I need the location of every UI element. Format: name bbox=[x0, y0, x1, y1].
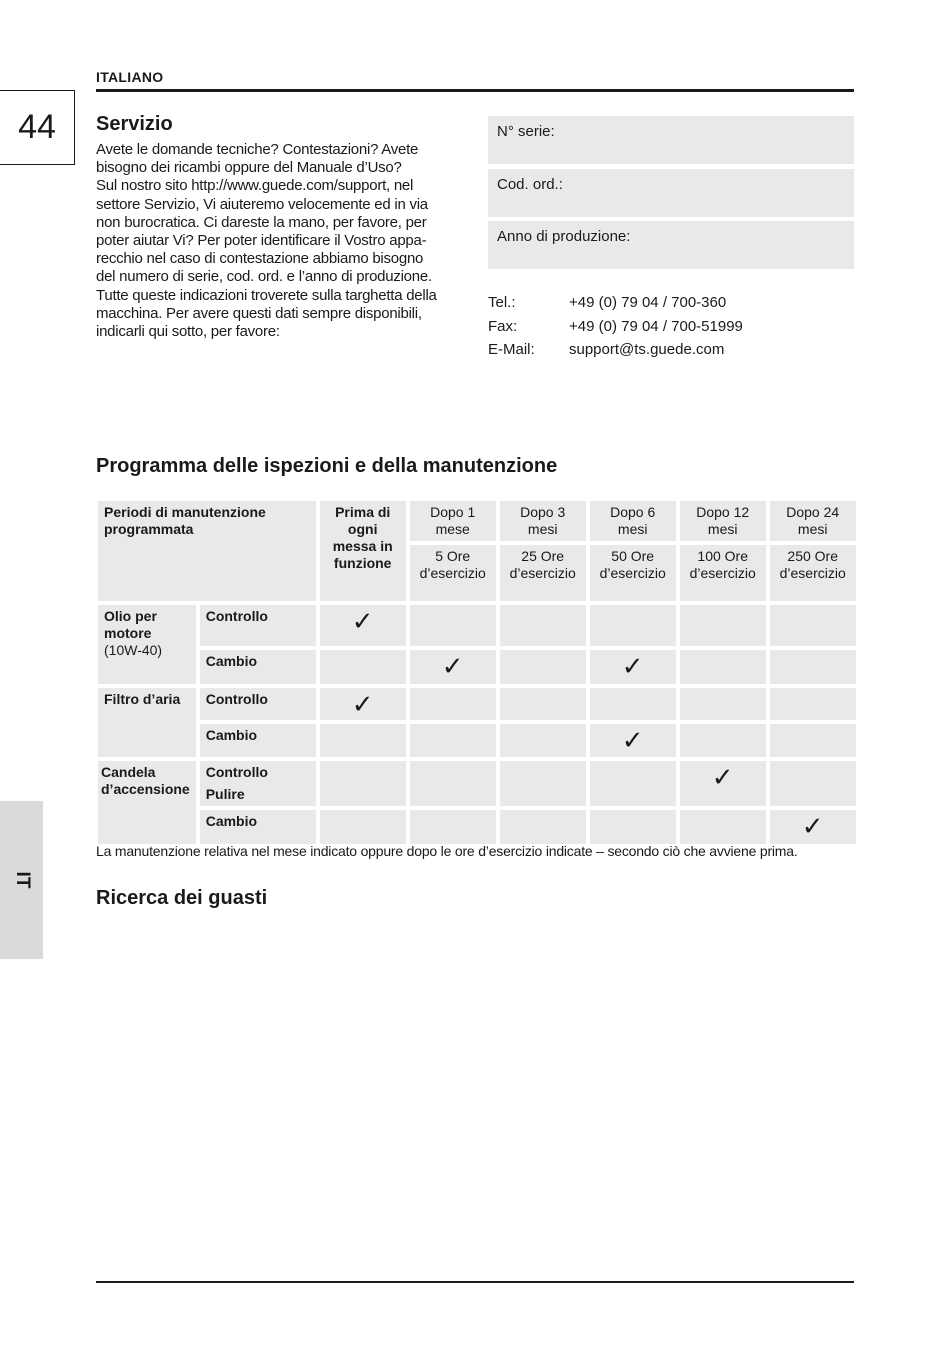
production-year-field[interactable]: Anno di produzione: bbox=[488, 221, 854, 269]
top-rule bbox=[96, 89, 854, 92]
check-cell bbox=[680, 650, 766, 684]
header-period-hours: 250 Ore d’esercizio bbox=[770, 545, 856, 601]
service-line: macchina. Per avere questi dati sempre disponibili, bbox=[96, 304, 422, 322]
check-cell bbox=[320, 724, 406, 757]
table-row bbox=[98, 688, 856, 720]
check-cell bbox=[590, 605, 676, 646]
action-label: Cambio bbox=[205, 813, 258, 829]
table-row bbox=[98, 605, 856, 646]
service-line: Tutte queste indicazioni troverete sulla targhetta della bbox=[96, 286, 437, 304]
order-code-field[interactable]: Cod. ord.: bbox=[488, 169, 854, 217]
service-line: recchio nel caso di contestazione abbiamo bisogno bbox=[96, 250, 424, 268]
check-cell bbox=[500, 810, 586, 844]
check-mark-icon: ✓ bbox=[621, 651, 644, 681]
category-air-filter bbox=[98, 688, 196, 757]
contact-fax bbox=[488, 315, 743, 339]
header-maintenance-periods: Periodi di manutenzione programmata bbox=[98, 501, 316, 601]
check-cell bbox=[500, 724, 586, 757]
table-row bbox=[98, 650, 856, 684]
check-cell bbox=[320, 761, 406, 806]
language-header: ITALIANO bbox=[96, 69, 164, 85]
check-cell bbox=[590, 724, 676, 757]
service-line: indicarli qui sotto, per favore: bbox=[96, 323, 280, 341]
header-period-hours: 5 Ore d’esercizio bbox=[410, 545, 496, 601]
check-cell bbox=[770, 688, 856, 720]
check-cell bbox=[590, 810, 676, 844]
table-row bbox=[98, 761, 856, 806]
action-cell bbox=[200, 810, 316, 844]
check-cell bbox=[590, 761, 676, 806]
action-label: Controllo bbox=[205, 764, 268, 780]
check-cell bbox=[500, 688, 586, 720]
check-cell bbox=[680, 724, 766, 757]
action-label: Controllo bbox=[205, 691, 268, 707]
check-cell bbox=[770, 761, 856, 806]
check-cell bbox=[500, 761, 586, 806]
service-line: bisogno dei ricambi oppure del Manuale d’Uso? bbox=[96, 159, 402, 177]
header-period-months: Dopo 24 mesi bbox=[770, 501, 856, 541]
service-line: non burocratica. Ci dareste la mano, per favore, per bbox=[96, 213, 427, 231]
service-line: Avete le domande tecniche? Contestazioni? Avete bbox=[96, 141, 419, 158]
check-cell bbox=[320, 810, 406, 844]
check-mark-icon: ✓ bbox=[711, 762, 734, 792]
check-cell bbox=[410, 650, 496, 684]
check-mark-icon: ✓ bbox=[351, 606, 374, 636]
page-number: 44 bbox=[0, 90, 75, 165]
category-spark-plug bbox=[98, 761, 196, 844]
service-line: poter aiutar Vi? Per poter identificare il Vostro appa- bbox=[96, 232, 427, 250]
bottom-rule bbox=[96, 1281, 854, 1283]
check-cell bbox=[320, 688, 406, 720]
contact-email bbox=[488, 338, 743, 362]
action-label-secondary: Pulire bbox=[205, 786, 245, 802]
check-cell bbox=[410, 810, 496, 844]
check-cell bbox=[320, 650, 406, 684]
language-tab bbox=[0, 801, 43, 959]
maintenance-title: Programma delle ispezioni e della manutenzione bbox=[96, 455, 558, 477]
check-cell bbox=[680, 688, 766, 720]
check-mark-icon: ✓ bbox=[441, 651, 464, 681]
table-row bbox=[98, 810, 856, 844]
contact-value: support@ts.guede.com bbox=[569, 341, 725, 358]
contact-label: E-Mail: bbox=[488, 341, 535, 358]
check-cell bbox=[500, 605, 586, 646]
service-line: Sul nostro sito http://www.guede.com/support, nel bbox=[96, 177, 414, 195]
check-mark-icon: ✓ bbox=[351, 689, 374, 719]
service-line: settore Servizio, Vi aiuteremo velocemente ed in via bbox=[96, 195, 428, 213]
category-engine-oil bbox=[98, 605, 196, 684]
contact-value: +49 (0) 79 04 / 700-360 bbox=[569, 294, 727, 311]
maintenance-table bbox=[94, 497, 860, 848]
header-period-hours: 25 Ore d’esercizio bbox=[500, 545, 586, 601]
check-cell bbox=[410, 724, 496, 757]
action-cell bbox=[200, 688, 316, 720]
category-spec: (10W-40) bbox=[104, 642, 163, 658]
check-cell bbox=[320, 605, 406, 646]
action-label: Controllo bbox=[205, 608, 268, 624]
check-cell bbox=[410, 761, 496, 806]
check-cell bbox=[770, 605, 856, 646]
maintenance-note: La manutenzione relativa nel mese indicato oppure dopo le ore d’esercizio indicate – secondo ciò che avviene prima. bbox=[96, 843, 798, 859]
header-period-months: Dopo 6 mesi bbox=[590, 501, 676, 541]
check-mark-icon: ✓ bbox=[621, 725, 644, 755]
check-cell bbox=[590, 688, 676, 720]
action-cell bbox=[200, 605, 316, 646]
check-cell bbox=[500, 650, 586, 684]
contact-info bbox=[488, 291, 743, 362]
check-cell bbox=[590, 650, 676, 684]
service-paragraph bbox=[96, 141, 468, 341]
check-cell bbox=[680, 605, 766, 646]
check-cell bbox=[410, 688, 496, 720]
header-period-hours: 100 Ore d’esercizio bbox=[680, 545, 766, 601]
contact-label: Fax: bbox=[488, 317, 518, 335]
action-cell bbox=[200, 650, 316, 684]
check-cell bbox=[770, 650, 856, 684]
check-cell bbox=[410, 605, 496, 646]
table-row bbox=[98, 724, 856, 757]
table-header-row bbox=[98, 501, 856, 541]
header-period-months: Dopo 1 mese bbox=[410, 501, 496, 541]
header-period-hours: 50 Ore d’esercizio bbox=[590, 545, 676, 601]
check-cell bbox=[770, 810, 856, 844]
check-cell bbox=[680, 761, 766, 806]
contact-phone bbox=[488, 291, 743, 315]
category-name: Olio per motore bbox=[104, 608, 157, 641]
language-tab-label: IT bbox=[12, 871, 33, 889]
troubleshooting-title: Ricerca dei guasti bbox=[96, 887, 268, 909]
action-cell bbox=[200, 724, 316, 757]
check-cell bbox=[770, 724, 856, 757]
contact-label: Tel.: bbox=[488, 294, 516, 311]
header-before-use: Prima di ogni messa in funzione bbox=[320, 501, 406, 601]
contact-value: +49 (0) 79 04 / 700-51999 bbox=[569, 317, 743, 335]
action-label: Cambio bbox=[205, 727, 258, 743]
service-title: Servizio bbox=[96, 113, 173, 135]
header-period-months: Dopo 3 mesi bbox=[500, 501, 586, 541]
check-cell bbox=[680, 810, 766, 844]
action-label: Cambio bbox=[205, 653, 258, 669]
check-mark-icon: ✓ bbox=[801, 811, 824, 841]
service-line: del numero di serie, cod. ord. e l’anno di produzione. bbox=[96, 268, 432, 286]
header-period-months: Dopo 12 mesi bbox=[680, 501, 766, 541]
category-name: Filtro d’aria bbox=[104, 691, 181, 707]
action-cell bbox=[200, 761, 316, 806]
serial-number-field[interactable]: N° serie: bbox=[488, 116, 854, 164]
category-name: Candela d’accensione bbox=[101, 764, 190, 797]
